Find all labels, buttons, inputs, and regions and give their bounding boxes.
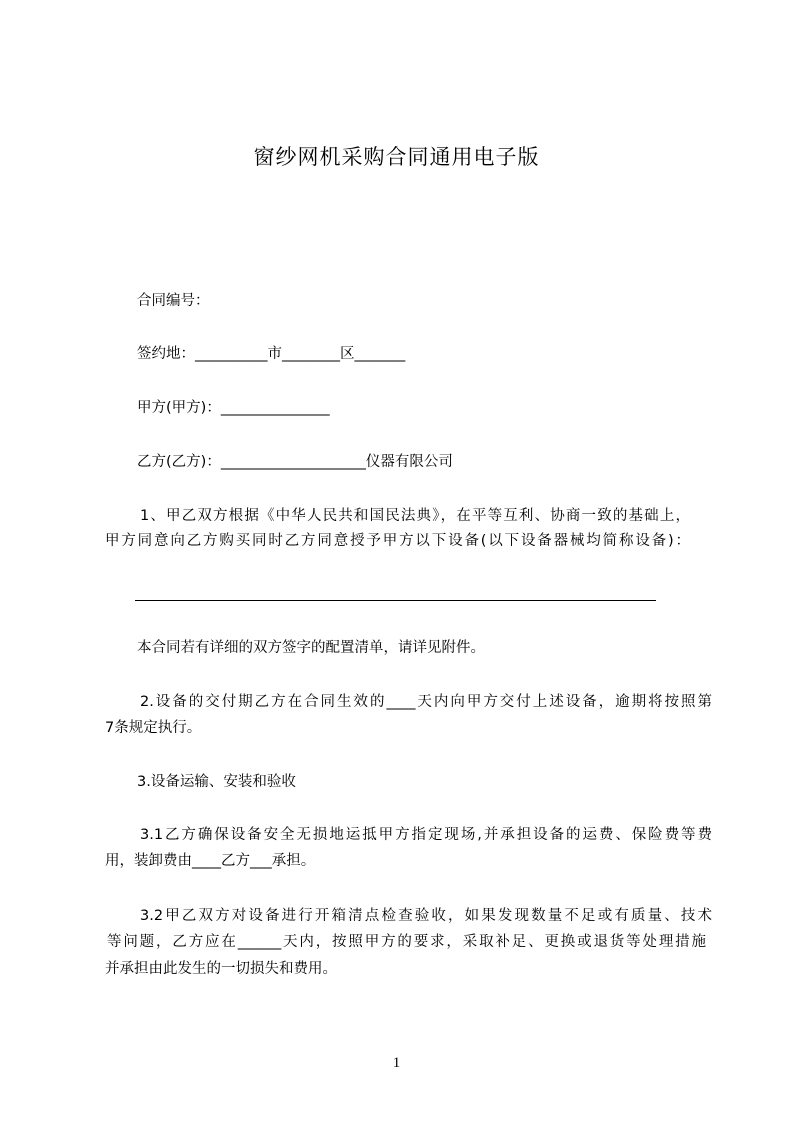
clause-3-2-line-2: 等问题，乙方应在______天内，按照甲方的要求，采取补足、更换或退货等处理措施 [107,934,706,950]
equipment-blank-line [135,600,656,601]
clause-3-2-line-1: 3.2甲乙双方对设备进行开箱清点检查验收，如果发现数量不足或有质量、技术 [140,908,712,924]
clause-3-2-line-3: 并承担由此发生的一切损失和费用。 [105,961,337,977]
page-number: 1 [392,1055,401,1071]
clause-2-line-1: 2.设备的交付期乙方在合同生效的____天内向甲方交付上述设备，逾期将按照第 [140,694,712,710]
attachment-note: 本合同若有详细的双方签字的配置清单，请详见附件。 [137,640,485,656]
party-a-field: 甲方(甲方)：_______________ [137,400,330,416]
clause-1-line-2: 甲方同意向乙方购买同时乙方同意授予甲方以下设备(以下设备器械均简称设备)： [105,533,690,549]
clause-1-line-1: 1、甲乙双方根据《中华人民共和国民法典》，在平等互利、协商一致的基础上， [140,508,690,524]
clause-3-1-line-2: 用，装卸费由____乙方___承担。 [105,853,316,869]
clause-3-1-line-1: 3.1乙方确保设备安全无损地运抵甲方指定现场,并承担设备的运费、保险费等费 [140,827,712,843]
party-b-field: 乙方(乙方)：____________________仪器有限公司 [137,454,453,470]
sign-place-field: 签约地：__________市________区_______ [137,346,406,362]
clause-2-line-2: 7条规定执行。 [105,720,202,736]
document-title: 窗纱网机采购合同通用电子版 [253,145,540,169]
contract-number-field: 合同编号： [137,293,210,309]
clause-3-heading: 3.设备运输、安装和验收 [137,774,296,790]
